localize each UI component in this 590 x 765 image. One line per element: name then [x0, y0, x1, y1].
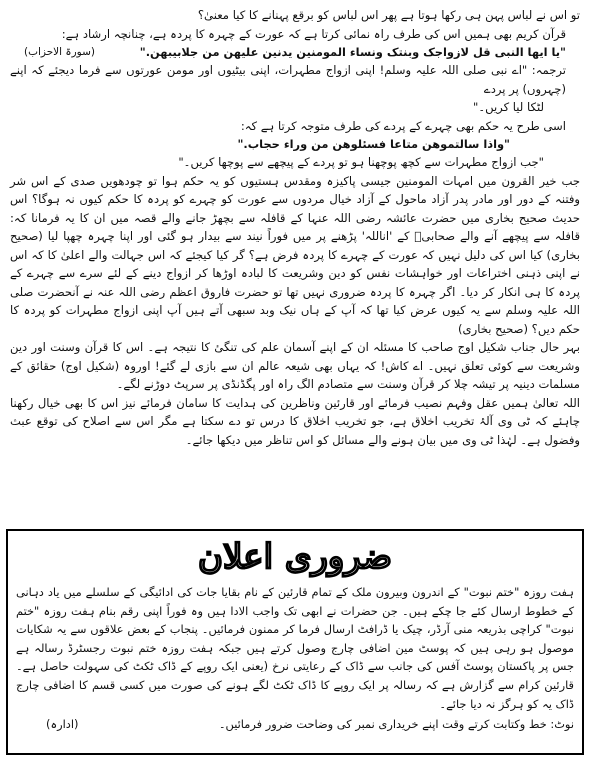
- arabic-verse-1-text: "یا ایھا النبی قل لازواجک وبنتک ونساء المومنین یدنین علیھن من جلابیبھن.": [139, 45, 566, 59]
- translation-line-2: لٹکا لیا کریں۔": [473, 100, 544, 114]
- paragraph-1: تو اس نے لباس پہن ہی رکھا ہوتا ہے پھر اس لباس کو برقع پہنانے کا کیا معنیٰ؟: [197, 8, 580, 22]
- arabic-verse-1: [10, 43, 580, 61]
- notice-title: ضروری اعلان: [198, 537, 392, 577]
- paragraph-5: "جب ازواج مطہرات سے کچھ پوچھنا ہو تو پردے کے پیچھے سے پوچھا کریں۔": [178, 155, 544, 169]
- arabic-verse-2: "واذا سالتموھن متاعا فسئلوھن من وراء حجاب.": [237, 137, 510, 151]
- paragraph-4: اسی طرح یہ حکم بھی چہرے کے پردے کی طرف متوجہ کرتا ہے کہ:: [240, 118, 566, 133]
- notice-body: ہفت روزہ "ختم نبوت" کے اندرون وبیرون ملک کے تمام قارئین کے نام بقایا جات کی ادائیگی کے سلسلے میں یاد دہانی کے خطوط ارسال کئے جا چکے ہیں۔ جن حضرات نے ابھی تک واجب الادا ہیں وہ فوراً اپنی رقم بنام ہفت روزہ "ختم نبوت" کراچی بذریعہ منی آرڈر، چیک یا ڈرافٹ ارسال فرما کر ممنون فرمائیں۔ پنجاب کے بعض علاقوں سے یہ شکایات موصول ہو رہی ہیں کہ پوسٹ مین اضافی چارج وصول کرتے ہیں جبکہ ہفت روزہ ختم نبوت رجسٹرڈ رسالہ ہے جس پر پاکستان پوسٹ آفس کی جانب سے ڈاک کے رعایتی نرخ (یعنی ایک روپے کے ڈاک ٹکٹ کی سہولت حاصل ہے۔ قارئین کرام سے گزارش ہے کہ رسالہ پر ایک روپے کا ڈاک ٹکٹ لگے ہونے کی صورت میں کسی قسم کا اضافی چارج ڈاک یہ کو ہرگز نہ دیا جائے۔: [16, 585, 574, 711]
- paragraph-7: بہر حال جناب شکیل اوج صاحب کا مسئلہ ان کے اپنے آسمان علم کی تنگیٔ کا نتیجہ ہے۔ اس کا قرآن وسنت اور دین وشریعت سے کوئی تعلق نہیں۔ اے کاش! کہ یہاں بھی شیعہ عالم ان سے بازی لے گئے! اوروہ (شکیل اوج) حقائق کے مسلمات دینیہ پر تیشہ چلا کر قرآن وسنت سے متصادم الگ راہ اور پگڈنڈی پر سرپٹ دوڑنے لگے۔: [10, 340, 580, 391]
- surah-reference: (سورۃ الاحزاب): [24, 46, 95, 58]
- translation-line-1: ترجمہ: "اے نبی صلی اللہ علیہ وسلم! اپنی ازواج مطہرات، اپنی بیٹیوں اور مومن عورتوں سے فرما دیجئے کہ اپنے (چہروں) پر پردے: [10, 63, 566, 96]
- notice-note: نوٹ: خط وکتابت کرتے وقت اپنے خریداری نمبر کی وضاحت ضرور فرمائیں۔: [218, 717, 574, 732]
- paragraph-6: جب خیر القرون میں امہات المومنین جیسی پاکیزہ ومقدس ہستیوں کو یہ حکم ہوا تو چودھویں صدی کے اس شر وفتنہ کے دور اور مادر پدر آزاد ماحول کے آزاد خیال مردوں سے عورت کو چہرے کو پردہ کا حکم کیوں نہ ہوگا؟ اس حدیث صحیح بخاری میں حضرت عائشہ رضی اللہ عنہا کے قافلہ سے بچھڑ جانے والے قصہ میں ان کا یہ فرمانا کہ: قافلہ سے پیچھے آنے والے صحابیؓ کے 'اناللہ' پڑھنے پر میں فوراً نیند سے بیدار ہو گئی اور اپنا چہرہ چھپا لیا (صحیح بخاری) کیا اس کی دلیل نہیں کہ عورت کے چہرے کا پردہ فرض ہے؟ گر کیا کیجئے کہ اس جہالت والے اعلیٰ کا کہ اس نے اپنی ذہنی اختراعات اور خواہشات نفس کو دین وشریعت کا لبادہ اوڑھا کر ازواج دینے کے لئے سرے سے چہرے کے پردہ کا ہی انکار کر دیا۔ اگر چہرہ کا پردہ ضروری نہیں تھا تو حضرت فاروق اعظم رضی اللہ عنہ نے آنحضرت صلی اللہ علیہ وسلم سے یہ کیوں عرض کیا تھا کہ آپ کے ہاں نیک وبد سبھی آتے ہیں آپ اپنی ازواج مطہرات کو پردہ کا حکم دیں؟ (صحیح بخاری): [10, 173, 580, 336]
- notice-signature: (ادارہ): [46, 717, 79, 732]
- notice-footer: [16, 715, 574, 733]
- notice-box: [6, 529, 584, 755]
- paragraph-8: اللہ تعالیٰ ہمیں عقل وفہم نصیب فرمائے اور قارئین وناظرین کی ہدایت کا سامان فرمائے نیز اس کا بھی خیال رکھنا چاہئے کہ ٹی وی آلۂ تخریب اخلاق ہے، جو تخریب اخلاق کا درس تو دے سکتا ہے مگر اس سے اصلاح کی توقع عبث وفضول ہے۔ لہٰذا ٹی وی میں بیان ہونے والے مسائل کو اس تناظر میں دیکھا جائے۔: [10, 395, 580, 447]
- paragraph-2: قرآن کریم بھی ہمیں اس کی طرف راہ نمائی کرتا ہے کہ عورت کے چہرہ کا پردہ ہے، چنانچہ ارشاد ہے:: [61, 26, 566, 41]
